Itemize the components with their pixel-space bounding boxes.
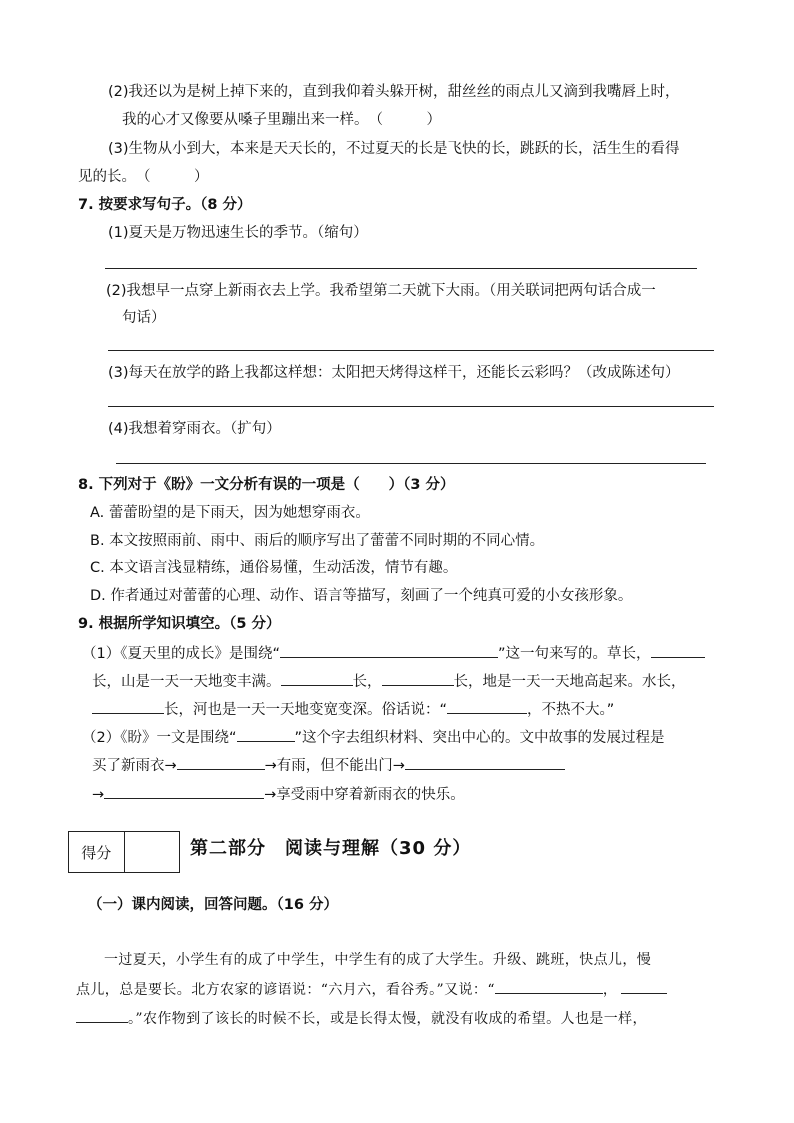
q6-item3-line2: 见的长。 （ ） bbox=[78, 169, 209, 185]
q9-line2-text-c: 长，地是一天一天地高起来。水长， bbox=[453, 674, 686, 690]
blank[interactable] bbox=[104, 784, 264, 799]
q9-line4-text-a: （2）《盼》一文是围绕“ bbox=[82, 730, 237, 746]
passage-line2 bbox=[76, 979, 667, 1000]
blank[interactable] bbox=[651, 643, 705, 658]
q8-option-a: A. 蕾蕾盼望的是下雨天，因为她想穿雨衣。 bbox=[90, 505, 370, 521]
q8-option-d: D. 作者通过对蕾蕾的心理、动作、语言等描写，刻画了一个纯真可爱的小女孩形象。 bbox=[90, 588, 633, 604]
q9-line1-text-a: （1）《夏天里的成长》是围绕“ bbox=[82, 646, 280, 662]
q7-item1: (1)夏天是万物迅速生长的季节。（缩句） bbox=[108, 225, 368, 241]
q9-line4-text-b: ”这个字去组织材料、突出中心的。文中故事的发展过程是 bbox=[294, 730, 665, 746]
blank[interactable] bbox=[177, 755, 265, 770]
q7-item2-line2: 句话） bbox=[122, 310, 166, 326]
q9-line2 bbox=[92, 671, 686, 692]
blank[interactable] bbox=[405, 755, 565, 770]
blank[interactable] bbox=[382, 671, 454, 686]
blank[interactable] bbox=[280, 643, 498, 658]
q7-title: 7. 按要求写句子。（8 分） bbox=[78, 197, 252, 213]
q9-line3 bbox=[92, 699, 614, 720]
answer-line bbox=[116, 463, 706, 464]
q9-line5-text-a: 买了新雨衣→ bbox=[92, 758, 177, 774]
part2-title: 第二部分 阅读与理解（30 分） bbox=[190, 838, 472, 859]
q9-line2-text-a: 长，山是一天一天地变丰满。 bbox=[92, 674, 281, 690]
blank[interactable] bbox=[495, 979, 603, 994]
answer-line bbox=[105, 268, 697, 269]
q9-line6 bbox=[92, 784, 465, 805]
q7-item4: (4)我想着穿雨衣。（扩句） bbox=[108, 421, 281, 437]
q9-line6-text-a: → bbox=[92, 787, 105, 803]
q9-title: 9. 根据所学知识填空。（5 分） bbox=[78, 616, 281, 632]
q9-line6-text-b: →享受雨中穿着新雨衣的快乐。 bbox=[264, 787, 465, 803]
passage-line2-comma: ， bbox=[602, 982, 618, 998]
q9-line4 bbox=[82, 727, 665, 748]
q8-title: 8. 下列对于《盼》一文分析有误的一项是（ ）（3 分） bbox=[78, 477, 455, 493]
blank[interactable] bbox=[621, 979, 667, 994]
q9-line1 bbox=[82, 643, 705, 664]
q9-line3-text-b: ，不热不大。” bbox=[527, 702, 615, 718]
q8-option-b: B. 本文按照雨前、雨中、雨后的顺序写出了蕾蕾不同时期的不同心情。 bbox=[90, 533, 545, 549]
passage-line1: 一过夏天，小学生有的成了中学生，中学生有的成了大学生。升级、跳班，快点儿，慢 bbox=[104, 952, 652, 968]
q9-line3-text-a: 长，河也是一天一天地变宽变深。俗话说：“ bbox=[164, 702, 448, 718]
blank[interactable] bbox=[281, 671, 353, 686]
q7-item3: (3)每天在放学的路上我都这样想：太阳把天烤得这样干，还能长云彩吗？（改成陈述句） bbox=[108, 365, 680, 381]
blank[interactable] bbox=[237, 727, 295, 742]
q7-item2-line1: (2)我想早一点穿上新雨衣去上学。我希望第二天就下大雨。（用关联词把两句话合成一 bbox=[106, 283, 656, 299]
blank[interactable] bbox=[92, 699, 164, 714]
blank[interactable] bbox=[76, 1008, 128, 1023]
blank[interactable] bbox=[447, 699, 527, 714]
passage-line3 bbox=[76, 1008, 647, 1029]
answer-line bbox=[108, 406, 714, 407]
answer-line bbox=[108, 350, 714, 351]
score-input-cell[interactable] bbox=[124, 832, 180, 872]
q9-line2-text-b: 长， bbox=[352, 674, 382, 690]
q9-line1-text-b: ”这一句来写的。草长， bbox=[498, 646, 651, 662]
score-box bbox=[68, 831, 180, 873]
score-label: 得分 bbox=[81, 843, 112, 862]
q8-option-c: C. 本文语言浅显精练，通俗易懂，生动活泼，情节有趣。 bbox=[90, 560, 458, 576]
q6-item2-line1: (2)我还以为是树上掉下来的，直到我仰着头躲开树，甜丝丝的雨点儿又滴到我嘴唇上时， bbox=[108, 84, 680, 100]
q9-line5-text-b: →有雨，但不能出门→ bbox=[264, 758, 405, 774]
q9-line5 bbox=[92, 755, 565, 776]
passage-line3-text: 。”农作物到了该长的时候不长，或是长得太慢，就没有收成的希望。人也是一样， bbox=[128, 1011, 647, 1027]
q6-item3-line1: (3)生物从小到大，本来是天天长的，不过夏天的长是飞快的长，跳跃的长，活生生的看得 bbox=[108, 141, 680, 157]
q6-item2-line2: 我的心才又像要从嗓子里蹦出来一样。 （ ） bbox=[122, 112, 441, 128]
passage-line2-text: 点儿，总是要长。北方农家的谚语说：“六月六，看谷秀。”又说：“ bbox=[76, 982, 495, 998]
section-title: （一）课内阅读，回答问题。（16 分） bbox=[88, 897, 338, 913]
